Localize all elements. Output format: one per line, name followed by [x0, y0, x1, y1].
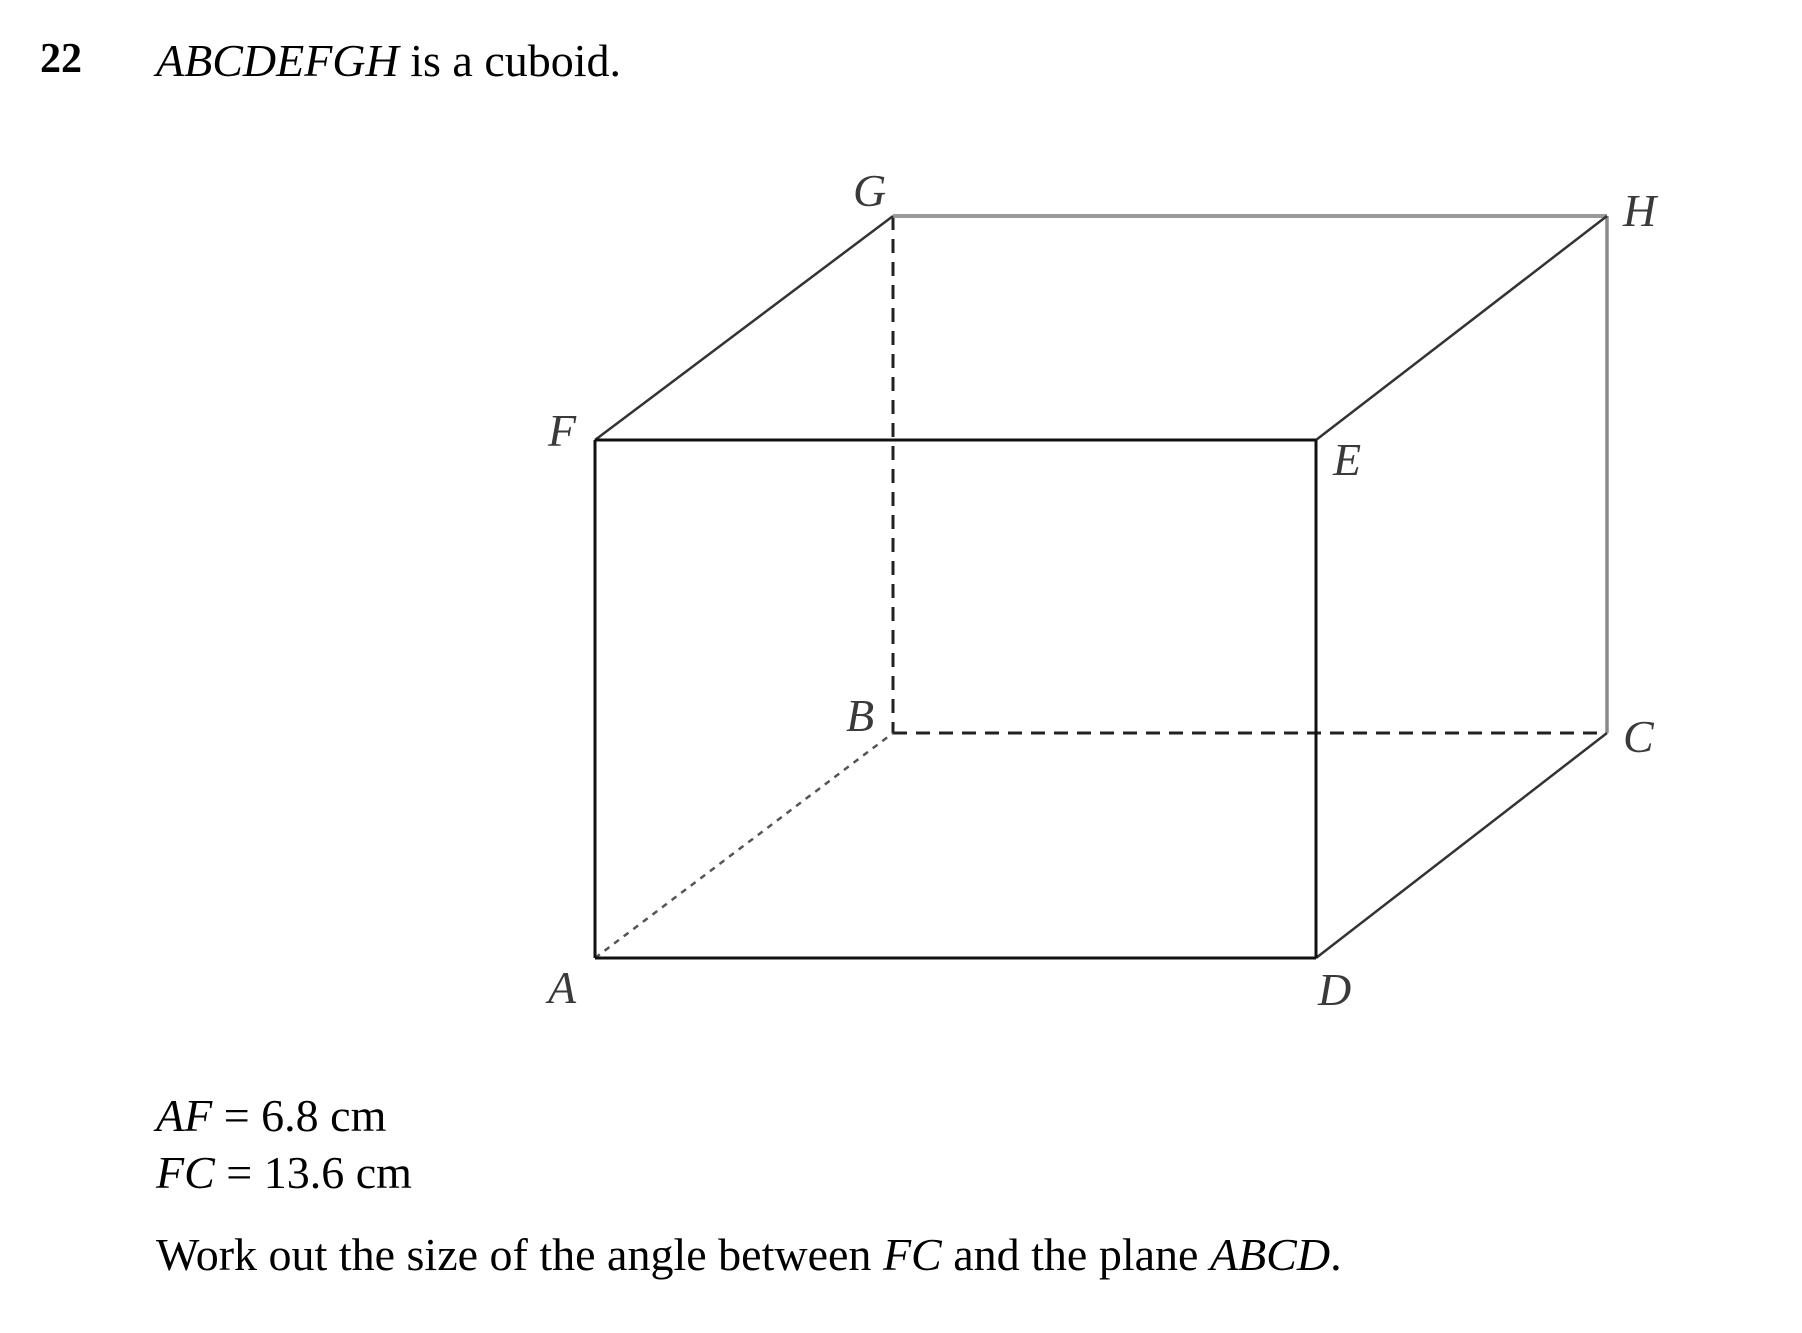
vertex-label-E: E: [1333, 434, 1362, 485]
edge-DC: [1316, 733, 1607, 958]
vertex-label-C: C: [1623, 711, 1654, 762]
given-value: = 13.6 cm: [214, 1147, 412, 1198]
vertex-label-D: D: [1318, 964, 1352, 1015]
question-number: 22: [40, 36, 82, 82]
vertex-label-A: A: [548, 962, 577, 1013]
given-value: = 6.8 cm: [212, 1090, 387, 1141]
given-segment: FC: [156, 1147, 215, 1198]
task-plane: ABCD: [1209, 1229, 1331, 1280]
vertex-label-G: G: [853, 165, 887, 216]
edge-EH: [1316, 216, 1607, 440]
given-fc: [156, 1147, 412, 1198]
cuboid-name: ABCDEFGH: [156, 35, 399, 86]
task-prefix: Work out the size of the angle between: [156, 1229, 883, 1280]
edge-FG: [595, 216, 893, 440]
given-segment: AF: [156, 1090, 213, 1141]
vertex-label-F: F: [548, 405, 577, 456]
vertex-label-B: B: [846, 690, 875, 741]
vertex-label-H: H: [1623, 185, 1657, 236]
task-segment: FC: [882, 1229, 942, 1280]
task-middle: and the plane: [941, 1229, 1210, 1280]
given-af: [156, 1090, 387, 1141]
edge-AB: [595, 733, 893, 958]
task-instruction: [156, 1229, 1342, 1280]
task-suffix: .: [1330, 1229, 1342, 1280]
stem-text: is a cuboid.: [398, 35, 622, 86]
